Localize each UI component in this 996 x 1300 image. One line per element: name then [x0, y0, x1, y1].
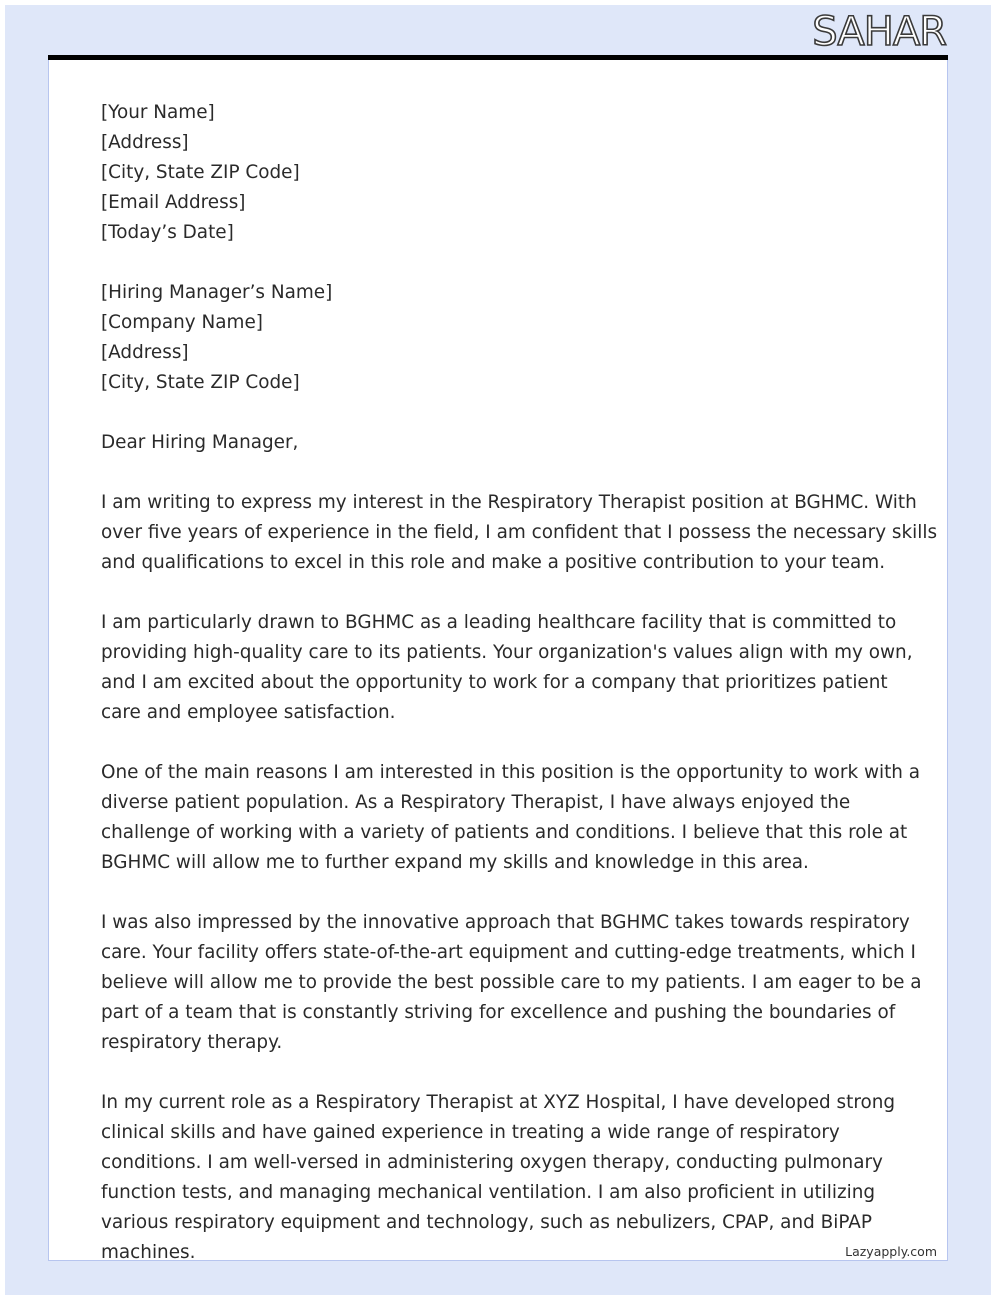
sender-city-state-zip: [City, State ZIP Code]: [101, 162, 300, 183]
paragraph-line: believe will allow me to provide the best possible care to my patients. I am eager to be a: [101, 972, 922, 993]
brand-logo: SAHAR: [812, 9, 946, 55]
sender-block: [101, 98, 901, 248]
paragraph-line: and I am excited about the opportunity to work for a company that prioritizes patient: [101, 672, 888, 693]
paragraph-line: challenge of working with a variety of patients and conditions. I believe that this role at: [101, 822, 908, 843]
paragraph-line: I was also impressed by the innovative approach that BGHMC takes towards respiratory: [101, 912, 910, 933]
paragraph-line: care. Your facility offers state-of-the-art equipment and cutting-edge treatments, which I: [101, 942, 916, 963]
paragraph-line: function tests, and managing mechanical ventilation. I am also proficient in utilizing: [101, 1182, 876, 1203]
recipient-address: [Address]: [101, 342, 189, 363]
paragraph-line: care and employee satisfaction.: [101, 702, 396, 723]
paragraph-line: diverse patient population. As a Respiratory Therapist, I have always enjoyed the: [101, 792, 851, 813]
paragraph-3: [101, 758, 921, 878]
paragraph-line: providing high-quality care to its patients. Your organization's values align with my own,: [101, 642, 913, 663]
paragraph-line: various respiratory equipment and technology, such as nebulizers, CPAP, and BiPAP: [101, 1212, 872, 1233]
salutation-block: [101, 428, 901, 458]
paragraph-5: [101, 1088, 901, 1261]
letter-body: [101, 98, 938, 1261]
sender-name: [Your Name]: [101, 102, 215, 123]
letter-date: [Today’s Date]: [101, 222, 234, 243]
recipient-company-name: [Company Name]: [101, 312, 263, 333]
paragraph-line: clinical skills and have gained experience in treating a wide range of respiratory: [101, 1122, 840, 1143]
paragraph-4: [101, 908, 922, 1058]
paragraph-line: I am writing to express my interest in the Respiratory Therapist position at BGHMC. With: [101, 492, 917, 513]
paragraph-line: One of the main reasons I am interested in this position is the opportunity to work with a: [101, 762, 921, 783]
sender-email: [Email Address]: [101, 192, 246, 213]
paragraph-line: and qualifications to excel in this role and make a positive contribution to your team.: [101, 552, 886, 573]
recipient-block: [101, 278, 901, 398]
paragraph-line: part of a team that is constantly striving for excellence and pushing the boundaries of: [101, 1002, 896, 1023]
paragraph-line: conditions. I am well-versed in administering oxygen therapy, conducting pulmonary: [101, 1152, 883, 1173]
watermark-link[interactable]: Lazyapply.com: [845, 1244, 937, 1259]
paragraph-line: respiratory therapy.: [101, 1032, 283, 1053]
salutation: Dear Hiring Manager,: [101, 432, 299, 453]
paragraph-line: machines.: [101, 1242, 196, 1261]
paragraph-line: In my current role as a Respiratory Therapist at XYZ Hospital, I have developed strong: [101, 1092, 896, 1113]
recipient-city-state-zip: [City, State ZIP Code]: [101, 372, 300, 393]
sender-address: [Address]: [101, 132, 189, 153]
letter-page: [48, 60, 948, 1261]
recipient-manager-name: [Hiring Manager’s Name]: [101, 282, 333, 303]
paragraph-line: over five years of experience in the field, I am confident that I possess the necessary skills: [101, 522, 938, 543]
paragraph-line: I am particularly drawn to BGHMC as a leading healthcare facility that is committed to: [101, 612, 897, 633]
paragraph-line: BGHMC will allow me to further expand my skills and knowledge in this area.: [101, 852, 809, 873]
paragraph-2: [101, 608, 913, 728]
paragraph-1: [101, 488, 938, 578]
